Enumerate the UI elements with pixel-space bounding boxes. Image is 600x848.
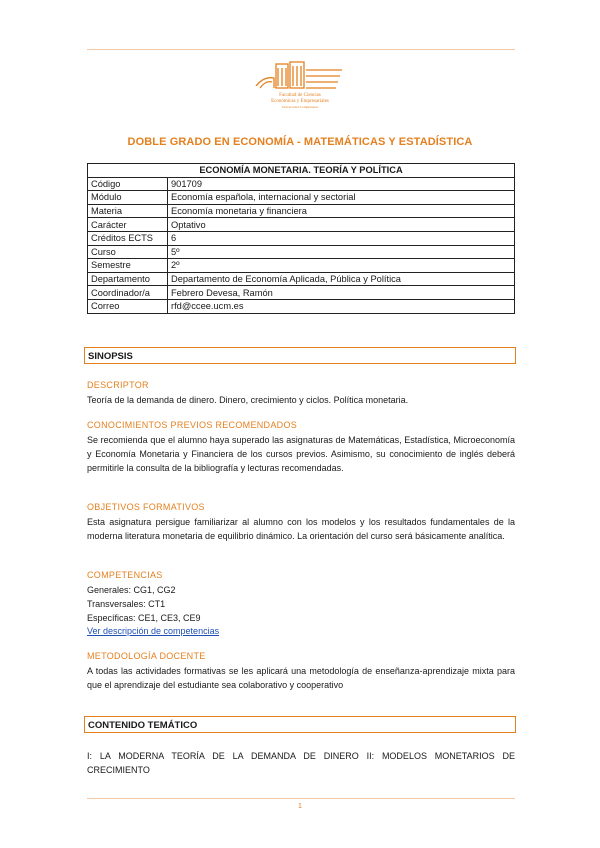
row-key: Código [88,177,168,191]
footer-rule [87,798,515,799]
table-row [88,191,515,205]
metodologia-text: A todas las actividades formativas se les aplicará una metodología de enseñanza-aprendizaje mixta para que el aprendizaje del estudiante sea colaborativo y cooperativo [87,666,515,690]
faculty-logo [250,58,350,112]
page-number: 1 [298,803,302,810]
contenido-section-header: CONTENIDO TEMÁTICO [84,716,516,733]
header-rule [87,49,515,50]
table-row [88,299,515,313]
table-row [88,204,515,218]
table-row [88,231,515,245]
competencias-generales: Generales: CG1, CG2 [87,585,176,595]
row-value: 6 [168,231,515,245]
row-key: Módulo [88,191,168,205]
course-info-table [87,163,515,314]
table-row [88,177,515,191]
row-key: Créditos ECTS [88,231,168,245]
descriptor-text: Teoría de la demanda de dinero. Dinero, crecimiento y ciclos. Política monetaria. [87,395,409,405]
row-value: Optativo [168,218,515,232]
row-value: Departamento de Economía Aplicada, Pública y Política [168,272,515,286]
row-value: 2º [168,259,515,273]
row-key: Coordinador/a [88,286,168,300]
row-key: Semestre [88,259,168,273]
sinopsis-section-header: SINOPSIS [84,347,516,364]
previos-heading: CONOCIMIENTOS PREVIOS RECOMENDADOS [87,420,298,430]
row-value: Economía monetaria y financiera [168,204,515,218]
page-title: DOBLE GRADO EN ECONOMÍA - MATEMÁTICAS Y ESTADÍSTICA [127,136,473,148]
objetivos-text: Esta asignatura persigue familiarizar al alumno con los modelos y los resultados fundamentales de la moderna literatura monetaria de equilibrio dinámico. La orientación del curso será básicamente analítica. [87,517,515,541]
row-value: Febrero Devesa, Ramón [168,286,515,300]
row-key: Correo [88,299,168,313]
row-key: Departamento [88,272,168,286]
table-heading-row [88,164,515,178]
competencias-heading: COMPETENCIAS [87,570,163,580]
row-value: 5º [168,245,515,259]
row-value: 901709 [168,177,515,191]
row-key: Curso [88,245,168,259]
table-row [88,272,515,286]
competencias-transversales: Transversales: CT1 [87,599,166,609]
competencias-link-wrap [87,624,515,638]
row-value: rfd@ccee.ucm.es [168,299,515,313]
svg-text:Económicas y Empresariales: Económicas y Empresariales [271,99,329,104]
objetivos-heading: OBJETIVOS FORMATIVOS [87,502,205,512]
row-key: Materia [88,204,168,218]
descriptor-heading: DESCRIPTOR [87,380,149,390]
previos-text: Se recomienda que el alumno haya superado las asignaturas de Matemáticas, Estadística, Microeconomía y Economía Monetaria y Financiera de los cursos previos. Asimismo, su conocimiento de inglés deberá permitirle la consulta de la bibliografía y lecturas recomendadas. [87,435,515,473]
course-name: ECONOMÍA MONETARIA. TEORÍA Y POLÍTICA [88,164,515,178]
competencias-link[interactable]: Ver descripción de competencias [87,626,220,636]
table-row [88,286,515,300]
metodologia-heading: METODOLOGÍA DOCENTE [87,651,206,661]
row-key: Carácter [88,218,168,232]
table-row [88,245,515,259]
table-row [88,259,515,273]
table-row [88,218,515,232]
row-value: Economía española, internacional y sectorial [168,191,515,205]
svg-text:Facultad de Ciencias: Facultad de Ciencias [279,93,321,98]
svg-text:Universidad Complutense: Universidad Complutense [281,105,319,109]
contenido-text: I: LA MODERNA TEORÍA DE LA DEMANDA DE DINERO II: MODELOS MONETARIOS DE CRECIMIENTO [87,751,515,775]
competencias-especificas: Específicas: CE1, CE3, CE9 [87,613,201,623]
